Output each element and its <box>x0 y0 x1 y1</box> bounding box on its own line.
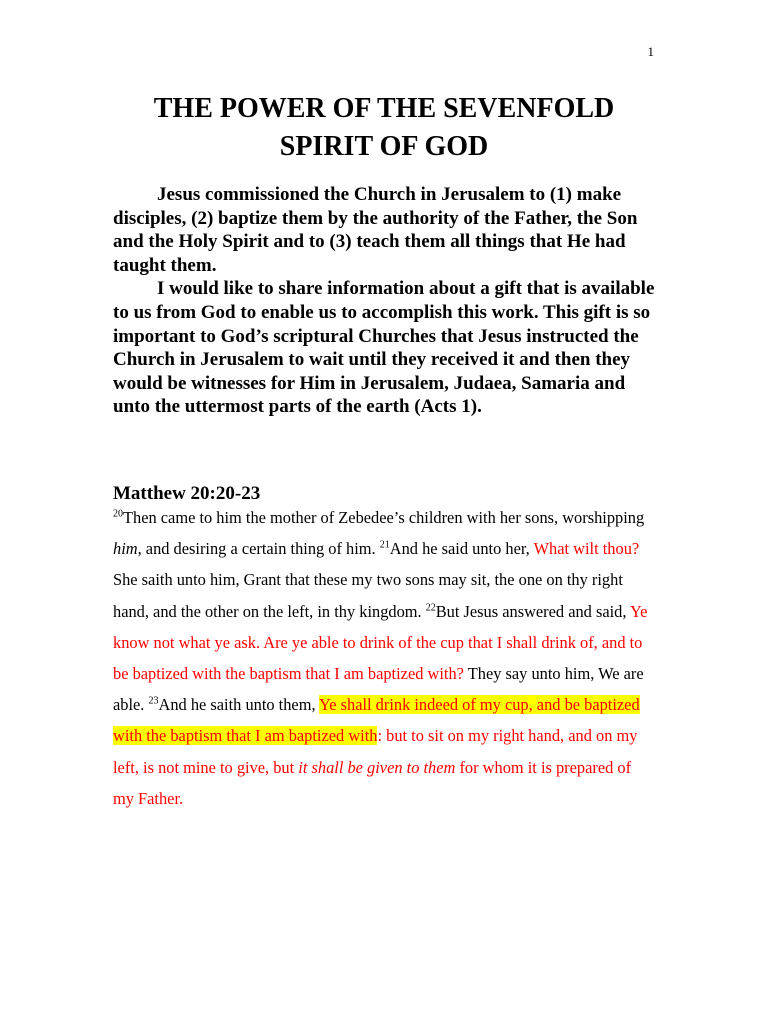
scripture-text: She saith unto him, Grant that these my two sons may sit, the one on thy right hand, and the other on the left, in thy kingdom. <box>113 570 623 621</box>
words-of-christ-text: What wilt thou? <box>533 539 640 559</box>
verse-number: 20 <box>113 508 123 520</box>
verse-number: 22 <box>425 602 436 614</box>
words-of-christ-text: for whom it is prepared of my Father. <box>113 757 632 808</box>
words-of-christ-italic-text: it shall be given to them <box>298 757 456 777</box>
scripture-text: But Jesus answered and said, <box>435 601 630 621</box>
intro-paragraph: I would like to share information about a gift that is available to us from God to enable us to accomplish this work. This gift is so important to God’s scriptural Churches that Jesus instructed the Church in Jerusalem to wait until they received it and then they would be witnesses for Him in Jerusalem, Judaea, Samaria and unto the uttermost parts of the earth (Acts 1). <box>113 278 655 418</box>
scripture-text: They say unto him, We are able. <box>113 664 644 715</box>
scripture-reference: Matthew 20:20-23 <box>113 483 261 504</box>
title-line: THE POWER OF THE SEVENFOLD <box>153 93 615 124</box>
scripture-text: And he said unto her, <box>389 539 534 559</box>
page-number: 1 <box>647 44 654 59</box>
verse-number: 21 <box>379 539 390 551</box>
scripture-text: , and desiring a certain thing of him. <box>137 539 380 559</box>
scripture-italic-text: him <box>113 539 138 559</box>
intro-section <box>113 183 661 419</box>
scripture-passage <box>113 502 653 814</box>
verse-number: 23 <box>148 695 159 707</box>
title-line: SPIRIT OF GOD <box>279 131 489 162</box>
scripture-text: Then came to him the mother of Zebedee’s children with her sons, worshipping <box>123 508 645 527</box>
words-of-christ-text: Ye know not what ye ask. Are ye able to drink of the cup that I shall drink of, and to be baptized with the baptism that I am baptized with? <box>113 601 648 684</box>
intro-paragraph: Jesus commissioned the Church in Jerusalem to (1) make disciples, (2) baptize them by the authority of the Father, the Son and the Holy Spirit and to (3) teach them all things that He had taught them. <box>113 184 638 276</box>
words-of-christ-text: : but to sit on my right hand, and on my left, is not mine to give, but <box>113 726 638 777</box>
highlighted-words-of-christ: Ye shall drink indeed of my cup, and be baptized with the baptism that I am baptized with <box>113 695 640 746</box>
scripture-text: And he saith unto them, <box>158 695 320 715</box>
document-title <box>113 90 655 166</box>
